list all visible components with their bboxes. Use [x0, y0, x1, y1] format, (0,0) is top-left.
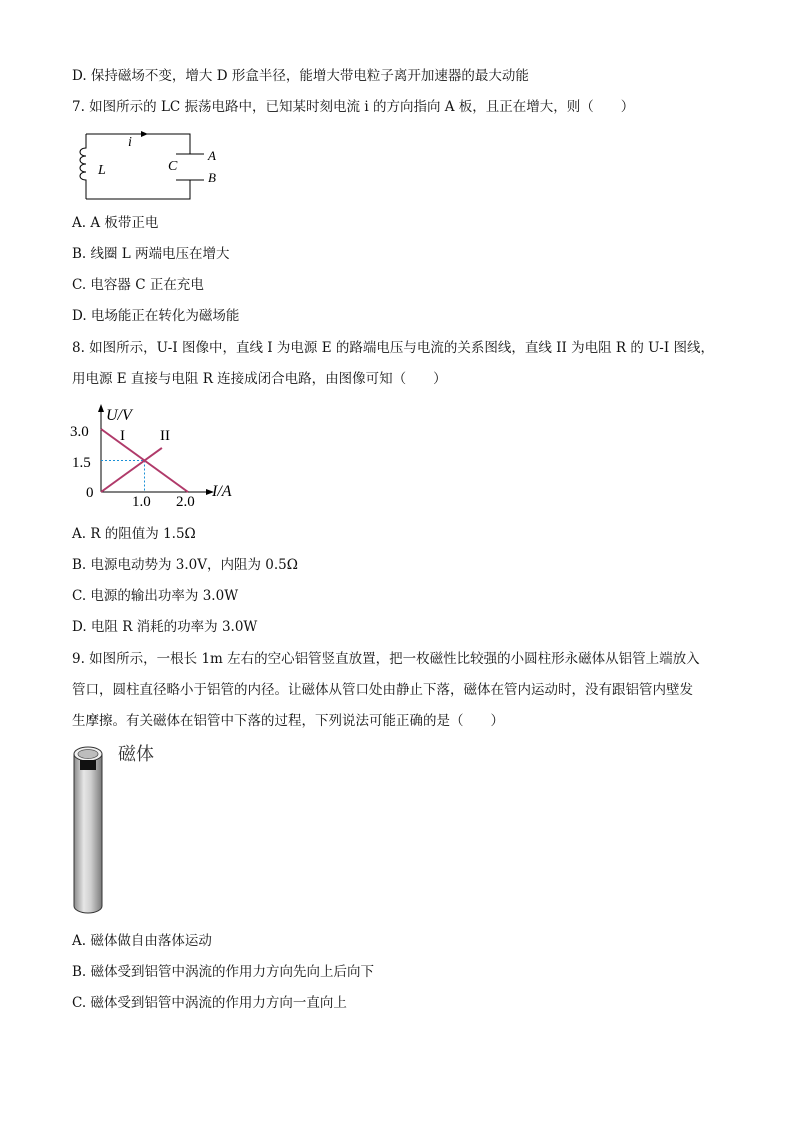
- label-A: A: [208, 148, 216, 163]
- label-L: L: [98, 163, 106, 178]
- tube-body: [74, 754, 102, 913]
- circuit-wire: [86, 180, 190, 199]
- u-i-chart: [68, 400, 248, 512]
- magnet-label: 磁体: [118, 744, 154, 764]
- series-label-I: I: [120, 428, 125, 444]
- lc-circuit-diagram: [72, 126, 242, 204]
- label-B: B: [208, 170, 216, 185]
- current-arrow-head: [141, 131, 148, 137]
- label-i: i: [128, 135, 132, 150]
- y-axis-label: U/V: [106, 407, 132, 424]
- circuit-wire: [86, 134, 190, 154]
- q8-option-b: B. 电源电动势为 3.0V，内阻为 0.5Ω: [72, 557, 298, 573]
- x-axis-label: I/A: [212, 483, 232, 500]
- q9-option-c: C. 磁体受到铝管中涡流的作用力方向一直向上: [72, 995, 347, 1011]
- inductor-coil: [80, 134, 86, 199]
- series-line-II: [101, 448, 162, 492]
- q8-stem-line1: 8. 如图所示，U-I 图像中，直线 I 为电源 E 的路端电压与电流的关系图线，直线 II 为电阻 R 的 U-I 图线，: [72, 340, 714, 356]
- label-C: C: [168, 159, 178, 174]
- q8-option-c: C. 电源的输出功率为 3.0W: [72, 588, 239, 604]
- q6-option-d: D. 保持磁场不变，增大 D 形盒半径，能增大带电粒子离开加速器的最大动能: [72, 68, 529, 84]
- q9-stem-line1: 9. 如图所示，一根长 1m 左右的空心铝管竖直放置，把一枚磁性比较强的小圆柱形永磁体从铝管上端放入: [72, 651, 700, 667]
- y-tick-label-1-5: 1.5: [72, 455, 91, 471]
- y-axis-arrow: [98, 404, 104, 412]
- origin-label: 0: [86, 485, 94, 501]
- q9-stem-line3: 生摩擦。有关磁体在铝管中下落的过程，下列说法可能正确的是（ ）: [72, 713, 504, 729]
- q9-option-a: A. 磁体做自由落体运动: [72, 933, 212, 949]
- x-tick-label-2: 2.0: [176, 494, 195, 510]
- aluminum-tube-figure: [70, 740, 180, 920]
- q7-option-b: B. 线圈 L 两端电压在增大: [72, 246, 230, 262]
- magnet: [80, 760, 96, 770]
- q9-option-b: B. 磁体受到铝管中涡流的作用力方向先向上后向下: [72, 964, 375, 980]
- q9-stem-line2: 管口，圆柱直径略小于铝管的内径。让磁体从管口处由静止下落，磁体在管内运动时，没有跟铝管内壁发: [72, 682, 693, 698]
- x-tick-label-1: 1.0: [132, 494, 151, 510]
- q8-stem-line2: 用电源 E 直接与电阻 R 连接成闭合电路，由图像可知（ ）: [72, 371, 447, 387]
- tube-opening: [78, 750, 98, 759]
- series-label-II: II: [160, 428, 170, 444]
- q8-option-a: A. R 的阻值为 1.5Ω: [72, 526, 196, 542]
- q7-stem: 7. 如图所示的 LC 振荡电路中，已知某时刻电流 i 的方向指向 A 板，且正在增大，则（ ）: [72, 99, 635, 115]
- q8-option-d: D. 电阻 R 消耗的功率为 3.0W: [72, 619, 258, 635]
- q7-option-a: A. A 板带正电: [72, 215, 159, 231]
- q7-option-d: D. 电场能正在转化为磁场能: [72, 308, 240, 324]
- q7-option-c: C. 电容器 C 正在充电: [72, 277, 204, 293]
- y-tick-label-3: 3.0: [70, 424, 89, 440]
